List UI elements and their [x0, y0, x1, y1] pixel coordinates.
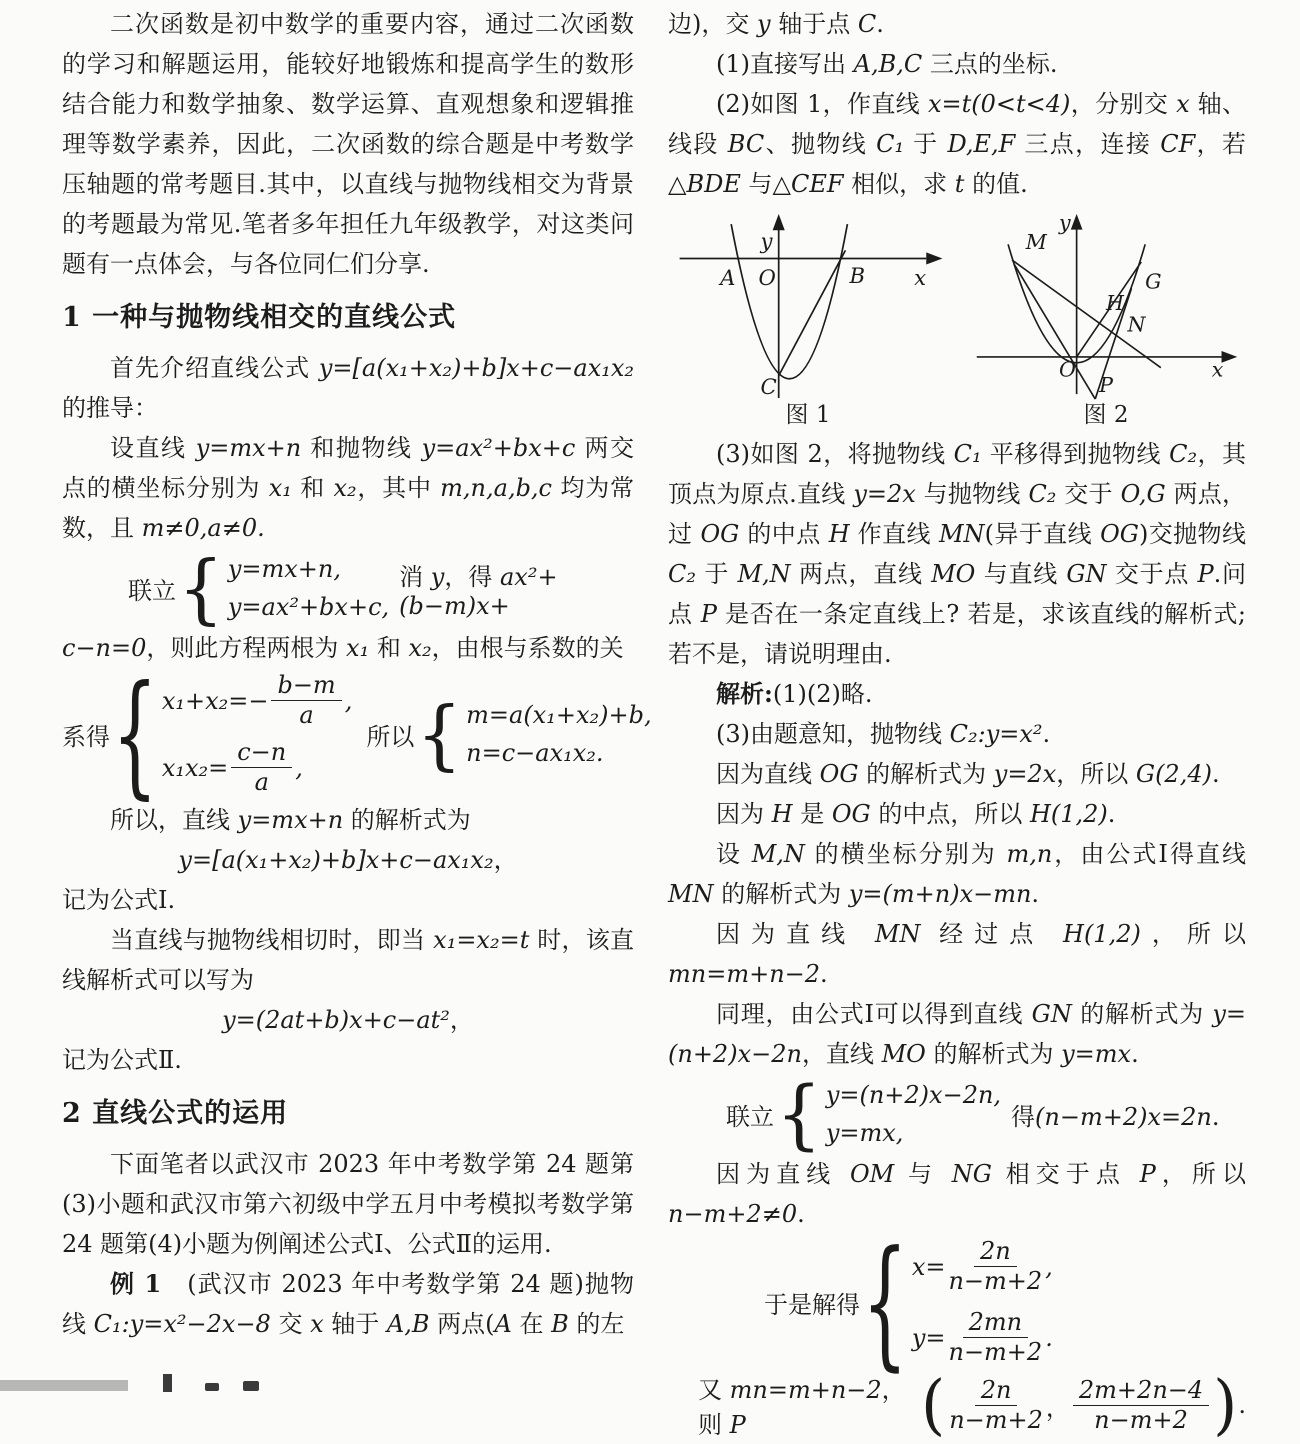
vieta-eq1-tail: ,: [344, 686, 353, 715]
separator-comma: ，: [1045, 1393, 1070, 1422]
formula-2-name: 记为公式Ⅱ.: [62, 1046, 182, 1074]
formula-2-display: y=(2at+b)x+c−at²，: [222, 1006, 474, 1034]
fraction-numerator: 2m+2n−4: [1073, 1377, 1209, 1406]
system-3-label: 联立: [726, 1102, 774, 1131]
fig2-label-y: y: [1059, 212, 1071, 235]
solution-step-2: 因为直线 OG 的解析式为 y=2x，所以 G(2,4).: [716, 760, 1220, 788]
question-3-paragraph: (3)如图 2，将抛物线 C₁ 平移得到抛物线 C₂，其顶点为原点.直线 y=2x 与抛物线 C₂ 交于 O,G 两点，过 OG 的中点 H 作直线 MN(异于直线 OG)交抛物线 C₂ 于 M,N 两点，直线 MO 与直线 GN 交于点 P.问点 P 是否在一条定直线上? 若是，求该直线的解析式;若不是，请说明理由.: [668, 440, 1246, 668]
solve-x-tail: ,: [1045, 1252, 1053, 1281]
application-intro-paragraph: 下面笔者以武汉市 2023 年中考数学第 24 题第(3)小题和武汉市第六初级中学五月中考模拟考数学第 24 题第(4)小题为例阐述公式Ⅰ、公式Ⅱ的运用.: [62, 1150, 634, 1258]
system-1-line-1: y=mx+n,: [227, 554, 341, 583]
close-parenthesis: ): [1213, 1366, 1238, 1443]
fraction: [271, 672, 341, 729]
coef-line-1: m=a(x₁+x₂)+b,: [466, 700, 652, 729]
vieta-eq2-lhs: x₁x₂=: [161, 753, 229, 782]
section-heading-2: 2 直线公式的运用: [62, 1098, 289, 1129]
vieta-eq2-tail: ,: [295, 753, 303, 782]
formula-1-name: 记为公式Ⅰ.: [62, 886, 176, 914]
fraction-denominator: n−m+2: [949, 1405, 1043, 1434]
fig2-label-H: H: [1106, 290, 1124, 315]
figure-1-caption: 图 1: [785, 402, 831, 428]
solution-step-5: 因为直线 MN 经过点 H(1,2)，所以 mn=m+n−2.: [668, 920, 1247, 988]
fraction-denominator: a: [254, 768, 269, 796]
figure-1: [668, 212, 948, 430]
fraction-numerator: 2n: [975, 1377, 1018, 1406]
figure-2: [966, 212, 1246, 430]
system-1-line-2: y=ax²+bx+c,: [227, 592, 390, 621]
fig2-label-G: G: [1145, 269, 1162, 294]
solve-label: 于是解得: [764, 1290, 860, 1319]
logo-fragment: [163, 1374, 172, 1392]
solution-step-1: (3)由题意知，抛物线 C₂:y=x².: [716, 720, 1051, 748]
solution-header: 解析:(1)(2)略.: [716, 679, 873, 708]
solution-step-3: 因为 H 是 OG 的中点，所以 H(1,2).: [716, 800, 1116, 828]
fig1-label-C: C: [760, 374, 777, 400]
fraction-denominator: n−m+2: [948, 1338, 1043, 1366]
fig1-label-A: A: [720, 265, 736, 291]
figure-2-caption: 图 2: [1083, 402, 1129, 428]
fraction-denominator: n−m+2: [1094, 1405, 1188, 1434]
section-heading-1: 1 一种与抛物线相交的直线公式: [62, 302, 457, 333]
vieta-label: 系得: [62, 722, 110, 751]
fig2-y-arrow: [1071, 214, 1083, 230]
fig1-x-arrow: [926, 252, 942, 264]
solve-y-lhs: y=: [911, 1323, 946, 1352]
left-brace: {: [862, 1220, 908, 1384]
question-1-paragraph: (1)直接写出 A,B,C 三点的坐标.: [716, 50, 1058, 78]
fraction: [948, 1309, 1042, 1366]
figures-row: [668, 212, 1246, 430]
logo-fragment: [243, 1381, 259, 1391]
right-column: [668, 4, 1246, 1444]
fig1-label-x: x: [914, 265, 927, 291]
left-brace: {: [416, 689, 463, 779]
example-1-paragraph: 例 1 (武汉市 2023 年中考数学第 24 题)抛物线 C₁:y=x²−2x−8 交 x 轴于 A,B 两点(A 在 B 的左: [62, 1269, 634, 1338]
fig1-label-y: y: [760, 229, 773, 255]
formula-intro-paragraph: 首先介绍直线公式 y=[a(x₁+x₂)+b]x+c−ax₁x₂ 的推导：: [62, 354, 634, 422]
fraction: [1073, 1377, 1209, 1434]
question-2-paragraph: (2)如图 1，作直线 x=t(0<t<4)，分别交 x 轴、线段 BC、抛物线 C₁ 于 D,E,F 三点，连接 CF，若△BDE 与△CEF 相似，求 t 的值.: [668, 90, 1246, 198]
therefore-label: 所以: [366, 722, 415, 751]
fraction-numerator: b−m: [271, 672, 341, 701]
fig2-label-O: O: [1059, 357, 1076, 382]
roots-paragraph: c−n=0，则此方程两根为 x₁ 和 x₂，由根与系数的关: [62, 634, 624, 662]
fig2-label-x: x: [1211, 357, 1224, 382]
left-brace: {: [112, 656, 158, 812]
left-column: [62, 4, 652, 1344]
system-1-label: 联立: [128, 576, 176, 605]
fraction-numerator: 2mn: [963, 1309, 1028, 1338]
point-p-equation: [668, 1366, 1246, 1443]
system-equation-1: [62, 543, 634, 633]
left-brace: {: [178, 543, 224, 633]
fraction: [948, 1238, 1042, 1295]
intro-paragraph: 二次函数是初中数学的重要内容，通过二次函数的学习和解题运用，能较好地锻炼和提高学生的数形结合能力和数学抽象、数学运算、直观想象和逻辑推理等数学素养，因此，二次函数的综合题是中考数学压轴题的常考题目.其中，以直线与抛物线相交为背景的考题最为常见.笔者多年担任九年级教学，对这类问题有一点体会，与各位同仁们分享.: [62, 10, 634, 278]
fraction: [949, 1377, 1043, 1434]
solution-step-4: 设 M,N 的横坐标分别为 m,n，由公式Ⅰ得直线 MN 的解析式为 y=(m+n)x−mn.: [668, 840, 1246, 908]
vieta-system-equation: [62, 656, 652, 812]
system-equation-3: [668, 1069, 1246, 1159]
fig2-label-P: P: [1099, 373, 1113, 398]
solution-step-6: 同理，由公式Ⅰ可以得到直线 GN 的解析式为 y=(n+2)x−2n，直线 MO 的解析式为 y=mx.: [668, 1000, 1247, 1068]
system-3-suffix: 得(n−m+2)x=2n.: [1011, 1102, 1220, 1131]
fraction-numerator: c−n: [231, 739, 292, 768]
vieta-eq1-lhs: x₁+x₂=−: [161, 686, 269, 715]
fraction-denominator: a: [299, 701, 314, 729]
fig1-label-O: O: [758, 265, 776, 291]
system-3-line-2: y=mx,: [825, 1118, 904, 1147]
formula-1-display: y=[a(x₁+x₂)+b]x+c−ax₁x₂，: [178, 846, 518, 874]
example-1-continuation: 边)，交 y 轴于点 C.: [668, 10, 884, 38]
fig1-label-B: B: [849, 263, 866, 289]
scan-gray-bar: [0, 1380, 128, 1391]
setup-paragraph: 设直线 y=mx+n 和抛物线 y=ax²+bx+c 两交点的横坐标分别为 x₁ 和 x₂，其中 m,n,a,b,c 均为常数，且 m≠0,a≠0.: [62, 434, 634, 542]
fig1-y-arrow: [773, 214, 785, 230]
solution-step-7: 因为直线 OM 与 NG 相交于点 P，所以 n−m+2≠0.: [668, 1160, 1246, 1228]
fig2-label-N: N: [1127, 312, 1146, 337]
system-3-line-1: y=(n+2)x−2n,: [825, 1080, 1002, 1109]
open-parenthesis: (: [921, 1366, 946, 1443]
figure-1-plot: [668, 212, 948, 400]
fig2-line-mo-p: [1014, 264, 1095, 399]
fraction: [231, 739, 292, 796]
coef-line-2: n=c−ax₁x₂.: [466, 738, 604, 767]
left-brace: {: [776, 1069, 822, 1159]
system-1-suffix: 消 y，得 ax²+(b−m)x+: [399, 562, 558, 620]
fig2-x-arrow: [1222, 351, 1238, 363]
tangent-paragraph: 当直线与抛物线相切时，即当 x₁=x₂=t 时，该直线解析式可以写为: [62, 926, 634, 994]
figure-2-plot: [966, 212, 1246, 400]
point-p-prefix: 又 mn=m+n−2，则 P: [698, 1376, 906, 1439]
fraction-denominator: n−m+2: [948, 1267, 1043, 1295]
solve-x-lhs: x=: [911, 1252, 946, 1281]
conclusion-paragraph: 所以，直线 y=mx+n 的解析式为: [110, 806, 471, 834]
fig2-label-M: M: [1025, 230, 1047, 255]
fraction-numerator: 2n: [974, 1238, 1017, 1267]
final-period: .: [1238, 1391, 1246, 1419]
logo-fragment: [205, 1383, 219, 1391]
solve-y-tail: .: [1045, 1323, 1053, 1352]
solve-system-equation: [668, 1220, 1246, 1384]
page-edge-artifact: [0, 1374, 650, 1392]
